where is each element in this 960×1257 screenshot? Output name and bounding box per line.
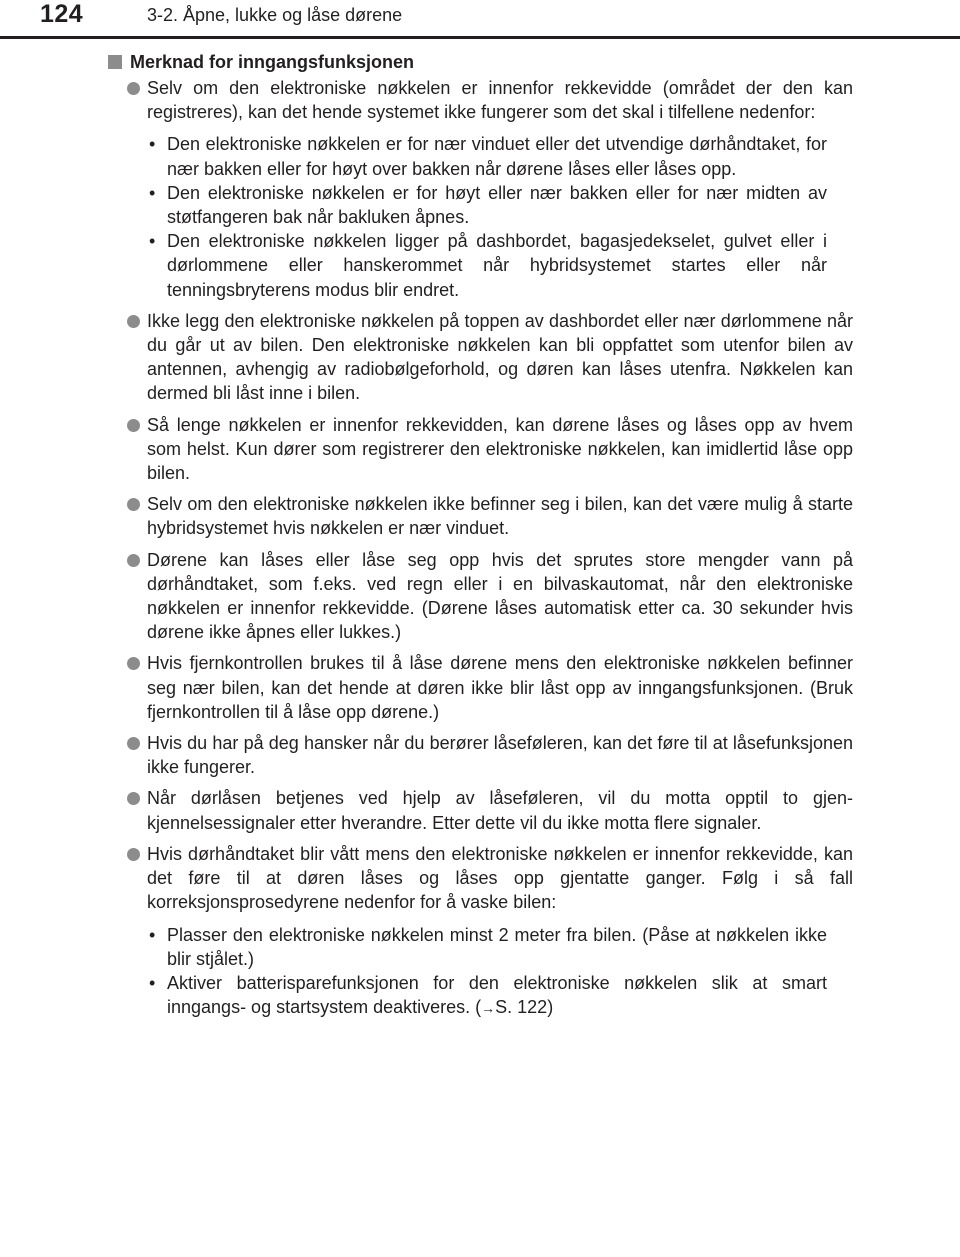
sub-item-text: Den elektroniske nøkkelen ligger på dashbordet, bagasjedekselet, gulvet eller i dørlommene eller hanskerommet når hybridsystemet startes eller når tenningsbryterens modus blir endret. bbox=[167, 231, 827, 300]
note-text: Hvis du har på deg hansker når du berører låseføleren, kan det føre til at låsefunksjonen ikke fungerer. bbox=[147, 733, 853, 778]
arrow-right-icon: → bbox=[481, 1000, 496, 1017]
sub-item-text: Den elektroniske nøkkelen er for høyt eller nær bakken eller for nær midten av støtfangeren bak når bakluken åpnes. bbox=[167, 182, 827, 228]
chapter-title: 3-2. Åpne, lukke og låse dørene bbox=[147, 5, 403, 25]
sub-item-text: Aktiver batterisparefunksjonen for den elektroniske nøkkelen slik at smart inngangs- og startsystem deaktiveres. ( bbox=[167, 972, 827, 1018]
dot-bullet-icon: • bbox=[149, 182, 156, 203]
note-item bbox=[108, 786, 853, 834]
sub-list-item bbox=[147, 132, 827, 180]
note-text: Når dørlåsen betjenes ved hjelp av låseføleren, vil du motta opptil to gjenkjennelsessignaler etter hverandre. Etter dette vil du ikke motta flere signaler. bbox=[147, 788, 853, 833]
note-text: Hvis fjernkontrollen brukes til å låse dørene mens den elektroniske nøkkelen befinner seg nær bilen, kan det hende at døren ikke blir låst opp av inngangsfunksjonen. (Bruk fjernkontrollen til å låse opp dørene.) bbox=[147, 653, 853, 722]
note-text: Hvis dørhåndtaket blir vått mens den elektroniske nøkkelen er innenfor rekkevidde, kan det føre til at døren låses og låses opp gjentatte ganger. Følg i så fall korreksjonsprosedyrene nedenfor for å vaske bilen: bbox=[147, 843, 853, 913]
note-item bbox=[108, 76, 853, 302]
circle-bullet-icon bbox=[127, 657, 140, 670]
page-number: 124 bbox=[40, 0, 84, 28]
sub-list-item bbox=[147, 971, 827, 1020]
note-text: Ikke legg den elektroniske nøkkelen på toppen av dashbordet eller nær dørlommene når du går ut av bilen. Den elektroniske nøkkelen kan bli oppfattet som utenfor bilen av antennen, avhengig av radiobølgeforhold, og døren kan låses utenfra. Nøkkelen kan dermed bli låst inne i bilen. bbox=[147, 310, 853, 404]
circle-bullet-icon bbox=[127, 315, 140, 328]
circle-bullet-icon bbox=[127, 419, 140, 432]
section-heading-text: Merknad for inngangsfunksjonen bbox=[130, 52, 415, 72]
circle-bullet-icon bbox=[127, 82, 140, 95]
note-item bbox=[108, 492, 853, 540]
note-item bbox=[108, 842, 853, 1020]
dot-bullet-icon: • bbox=[149, 134, 156, 155]
note-text: Så lenge nøkkelen er innenfor rekkevidden, kan dørene låses og låses opp av hvem som helst. Kun dører som registrerer den elektroniske nøkkelen, kan imidlertid låse opp bilen. bbox=[147, 414, 853, 484]
page-header bbox=[0, 0, 960, 40]
note-text: Selv om den elektroniske nøkkelen ikke befinner seg i bilen, kan det være mulig å starte hybridsystemet hvis nøkkelen er nær vinduet. bbox=[147, 494, 853, 539]
sub-list bbox=[147, 923, 853, 1021]
sub-list-item bbox=[147, 181, 827, 229]
sub-item-text-end: ) bbox=[547, 997, 554, 1018]
sub-list bbox=[147, 132, 853, 301]
section-heading bbox=[108, 50, 853, 74]
note-item bbox=[108, 651, 853, 724]
note-item bbox=[108, 731, 853, 779]
circle-bullet-icon bbox=[127, 792, 140, 805]
sub-item-text: Plasser den elektroniske nøkkelen minst 2 meter fra bilen. (Påse at nøkkelen ikke blir stjålet.) bbox=[167, 924, 827, 969]
page-reference-link[interactable]: S. 122 bbox=[495, 997, 548, 1018]
note-item bbox=[108, 309, 853, 406]
sub-item-text: Den elektroniske nøkkelen er for nær vinduet eller det utvendige dørhåndtaket, for nær bakken eller for høyt over bakken når dørene låses eller låses opp. bbox=[167, 134, 827, 179]
circle-bullet-icon bbox=[127, 554, 140, 567]
note-item bbox=[108, 548, 853, 645]
dot-bullet-icon: • bbox=[149, 972, 156, 993]
circle-bullet-icon bbox=[127, 848, 140, 861]
dot-bullet-icon: • bbox=[149, 231, 156, 252]
square-bullet-icon bbox=[108, 55, 122, 69]
dot-bullet-icon: • bbox=[149, 924, 156, 945]
circle-bullet-icon bbox=[127, 737, 140, 750]
sub-list-item bbox=[147, 923, 827, 971]
note-text: Dørene kan låses eller låse seg opp hvis det sprutes store mengder vann på dørhåndtaket, som f.eks. ved regn eller i en bilvaskautomat, når den elektroniske nøkkelen er innenfor rekkevidde. (Dørene låses automatisk etter ca. 30 sekunder hvis dørene ikke åpnes eller lukkes.) bbox=[147, 549, 853, 643]
note-text: Selv om den elektroniske nøkkelen er innenfor rekkevidde (området der den kan registreres), kan det hende systemet ikke fungerer som det skal i tilfellene nedenfor: bbox=[147, 78, 853, 123]
note-item bbox=[108, 413, 853, 486]
sub-list-item bbox=[147, 229, 827, 302]
circle-bullet-icon bbox=[127, 498, 140, 511]
header-divider bbox=[0, 36, 960, 39]
page-content bbox=[108, 50, 853, 1020]
